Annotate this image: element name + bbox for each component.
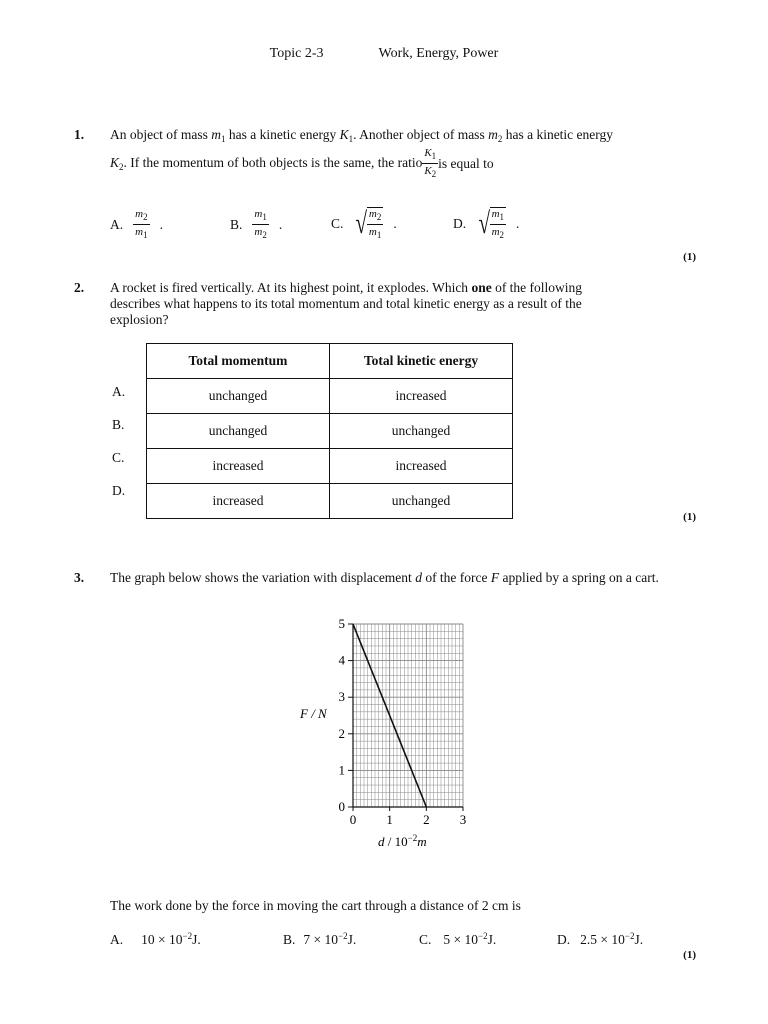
ratio-fraction: $\frac{K_1}{K_2}$ [424,147,437,179]
x-tick-label: 1 [386,812,393,827]
y-tick-label: 5 [338,616,345,631]
question-2-number: 2. [74,280,85,295]
question-1-line-1: An object of mass $m_1$ has a kinetic energy $K_1$. Another object of mass $m_2$ has a kinetic energy [110,127,614,144]
y-tick-label: 2 [338,725,345,741]
y-tick-label: 4 [338,652,345,668]
y-tick-label: 1 [338,762,345,778]
q1-option-d[interactable]: D. √ $\frac{m_1}{m_2}$ . [453,206,520,240]
table-row[interactable]: increased increased [147,449,513,484]
square-root-icon: √ $\frac{m_1}{m_2}$ [478,206,505,240]
subject-title: Work, Energy, Power [378,46,499,61]
header-total-kinetic-energy: Total kinetic energy [330,344,513,379]
question-1-options [110,207,570,247]
graph-ticks [339,616,467,827]
table-row[interactable]: unchanged increased [147,379,513,414]
q3-option-d[interactable]: D. $2.5 \times 10^{-2}J$. [557,931,644,947]
q2-option-b-label[interactable]: B. [112,417,125,432]
q3-option-a[interactable]: A. $10 \times 10^{-2}J$. [110,931,201,947]
table-row[interactable]: increased unchanged [147,484,513,519]
q2-option-c-label[interactable]: C. [112,450,125,465]
graph-grid [353,624,463,807]
page-header [0,46,768,62]
question-3-prompt: The work done by the force in moving the cart through a distance of 2 cm is [110,898,521,913]
question-2-text: A rocket is fired vertically. At its highest point, it explodes. Which one of the following describes what happens to its total momentum and total kinetic energy as a result of the explosion? [110,280,583,327]
x-tick-label: 3 [459,812,467,827]
y-axis-label: F / N [300,706,327,721]
question-3-mark: (1) [683,949,696,961]
question-1-line-2: $K_2$. If the momentum of both objects is the same, the ratio $\frac{K_1}{K_2}$ is equal to [110,147,494,179]
x-tick-label: 2 [423,812,430,827]
header-total-momentum: Total momentum [147,344,330,379]
question-3-number: 3. [74,570,85,585]
question-2-mark: (1) [683,511,696,523]
q2-option-d-label[interactable]: D. [112,483,126,498]
topic-label: Topic 2-3 [269,46,324,61]
x-tick-label: 0 [349,812,357,827]
y-tick-label: 0 [338,799,345,814]
q1-option-a[interactable]: A. $\frac{m_2}{m_1}$ . [110,208,163,240]
q3-option-b[interactable]: B. $7 \times 10^{-2}J$. [283,931,357,947]
q1-option-b[interactable]: B. $\frac{m_1}{m_2}$ . [230,208,283,240]
q1-option-c[interactable]: C. √ $\frac{m_2}{m_1}$ . [331,206,397,240]
question-1-mark: (1) [683,251,696,263]
square-root-icon: √ $\frac{m_2}{m_1}$ [355,206,382,240]
question-1-number: 1. [74,127,85,142]
q2-option-a-label[interactable]: A. [112,384,126,399]
y-tick-label: 3 [338,689,345,705]
answer-table [146,343,513,519]
question-3-options [110,931,670,951]
force-displacement-graph [290,612,490,854]
table-row[interactable]: unchanged unchanged [147,414,513,449]
question-3-text: The graph below shows the variation with displacement d of the force F applied by a spring on a cart. [110,570,659,585]
q3-option-c[interactable]: C. $5 \times 10^{-2}J$. [419,931,497,947]
x-axis-label: d / $10^{-2}m$ [378,833,427,849]
